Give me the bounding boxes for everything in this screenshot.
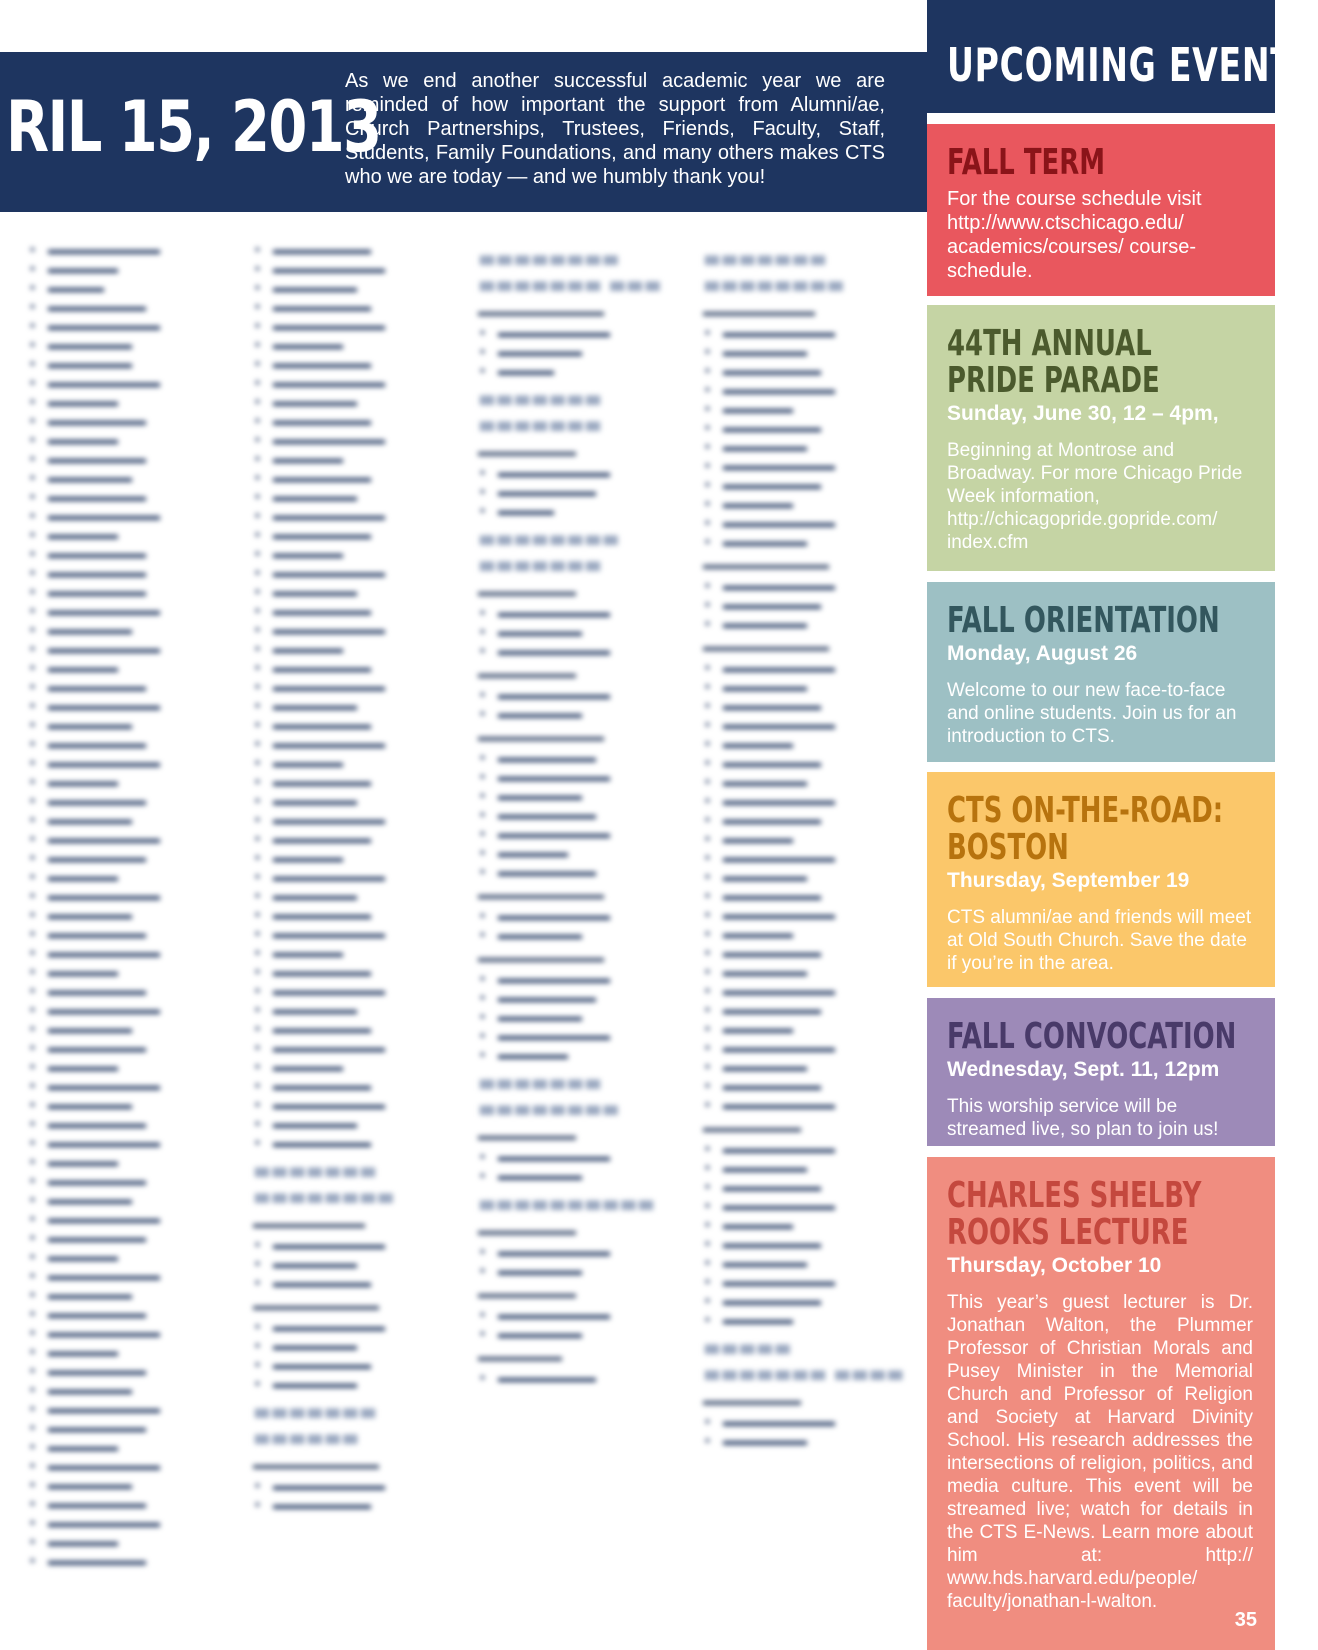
banner-text: As we end another successful academic year we are reminded of how important the support from Alumni/ae, Church Partnerships, Trustees, Friends, Faculty, Staff, Students, Family Foundations, and many others makes CTS who we are today — and we humbly thank you! xyxy=(345,70,885,188)
event-fall-term xyxy=(927,124,1275,296)
page-number: 35 xyxy=(1234,1609,1257,1631)
event-title: FALL CONVOCATION xyxy=(947,1016,1237,1057)
donor-column-4: ▬▬▬▬▬▬▬ ▬▬▬▬▬▬▬▬ ▬▬▬▬▬▬▬▬ • ▬▬▬▬▬▬▬▬ • ▬▬▬▬▬▬ • ▬▬▬▬▬▬▬ • ▬▬▬▬▬▬▬▬ • ▬▬▬▬▬ • ▬▬▬▬▬▬▬ • ▬▬▬▬▬▬ • ▬▬▬▬▬▬▬▬ • ▬▬▬▬▬▬▬ • ▬▬▬▬▬ • ▬▬▬▬▬▬▬▬ • ▬▬▬▬▬▬ ▬▬▬▬▬▬▬▬▬ • ▬▬▬▬▬▬▬▬ • ▬▬▬▬▬▬▬ • ▬▬▬▬▬▬ ▬▬▬▬▬▬▬▬▬ • ▬▬▬▬▬▬▬▬ • ▬▬▬▬▬▬ • ▬▬▬▬▬▬▬ • ▬▬▬▬▬▬▬▬ • ▬▬▬▬▬ • ▬▬▬▬▬▬▬ • ▬▬▬▬▬▬ • ▬▬▬▬▬▬▬▬ • ▬▬▬▬▬▬▬ • ▬▬▬▬▬ • ▬▬▬▬▬▬▬▬ • ▬▬▬▬▬▬ • ▬▬▬▬▬▬▬ • ▬▬▬▬▬▬▬▬ • ▬▬▬▬▬ • ▬▬▬▬▬▬▬ • ▬▬▬▬▬▬ • ▬▬▬▬▬▬▬▬ • ▬▬▬▬▬▬▬ • ▬▬▬▬▬ • ▬▬▬▬▬▬▬▬ • ▬▬▬▬▬▬ • ▬▬▬▬▬▬▬ • ▬▬▬▬▬▬▬▬ ▬▬▬▬▬▬▬ • ▬▬▬▬▬▬▬▬ • ▬▬▬▬▬▬ • ▬▬▬▬▬▬▬ • ▬▬▬▬▬▬▬▬ • ▬▬▬▬▬ • ▬▬▬▬▬▬▬ • ▬▬▬▬▬▬ • ▬▬▬▬▬▬▬▬ • ▬▬▬▬▬▬▬ • ▬▬▬▬▬ ▬▬▬▬▬ ▬▬▬▬▬▬▬ ▬▬▬▬ ▬▬▬▬▬▬▬ • ▬▬▬▬▬▬▬▬ • ▬▬▬▬▬▬ xyxy=(703,240,911,1450)
banner-date: RIL 15, 2013 xyxy=(6,86,381,168)
donor-list: • ▬▬▬▬▬▬▬ xyxy=(478,1368,686,1387)
event-title: CTS ON-THE-ROAD: BOSTON xyxy=(947,790,1224,868)
donor-list: • ▬▬▬▬▬▬▬▬ • ▬▬▬▬▬▬ • ▬▬▬▬▬▬▬▬ xyxy=(478,603,686,660)
donor-list: • ▬▬▬▬▬▬▬▬ • ▬▬▬▬▬▬ xyxy=(478,1305,686,1343)
donor-column-3: ▬▬▬▬▬▬▬▬ ▬▬▬▬▬▬▬ ▬▬▬ ▬▬▬▬▬▬▬▬▬ • ▬▬▬▬▬▬▬▬ • ▬▬▬▬▬▬ • ▬▬▬▬ ▬▬▬▬▬▬▬ ▬▬▬▬▬▬▬ ▬▬▬▬▬▬▬ • ▬▬▬▬▬▬▬▬ • ▬▬▬▬▬▬▬ • ▬▬▬▬ ▬▬▬▬▬▬▬▬ ▬▬▬▬▬▬▬ ▬▬▬▬▬▬▬ • ▬▬▬▬▬▬▬▬ • ▬▬▬▬▬▬ • ▬▬▬▬▬▬▬▬ ▬▬▬▬▬▬▬ • ▬▬▬▬▬▬▬▬ • ▬▬▬▬▬▬ ▬▬▬▬▬▬▬▬▬ • ▬▬▬▬▬▬▬ • ▬▬▬▬▬▬▬▬ • ▬▬▬▬▬▬ • ▬▬▬▬▬▬▬ • ▬▬▬▬▬▬▬▬ • ▬▬▬▬▬ • ▬▬▬▬▬▬▬ ▬▬▬▬▬▬▬▬▬ • ▬▬▬▬▬▬▬▬ • ▬▬▬▬▬▬ ▬▬▬▬▬▬▬▬▬ • ▬▬▬▬▬▬▬▬ • ▬▬▬▬▬▬▬ • ▬▬▬▬▬▬ • ▬▬▬▬▬▬▬▬ • ▬▬▬▬▬ ▬▬▬▬▬▬▬ ▬▬▬▬▬▬▬▬ ▬▬▬▬▬▬▬ • ▬▬▬▬▬▬▬▬ • ▬▬▬▬▬▬ ▬▬▬▬▬▬▬▬▬▬ ▬▬▬▬▬▬▬ • ▬▬▬▬▬▬▬▬ • ▬▬▬▬▬▬ ▬▬▬▬▬▬▬ • ▬▬▬▬▬▬▬▬ • ▬▬▬▬▬▬ ▬▬▬▬▬▬ • ▬▬▬▬▬▬▬ xyxy=(478,240,686,1387)
event-date: Monday, August 26 xyxy=(947,642,1138,665)
upcoming-events-sidebar xyxy=(927,0,1318,1650)
event-title: CHARLES SHELBY ROOKS LECTURE xyxy=(947,1175,1202,1253)
event-pride-parade xyxy=(927,305,1275,571)
donor-list: • ▬▬▬▬▬▬▬▬ • ▬▬▬▬▬▬ xyxy=(703,1412,911,1450)
donor-list: • ▬▬▬▬▬▬▬▬ • ▬▬▬▬▬▬ • ▬▬▬▬▬▬▬ • ▬▬▬▬▬▬ xyxy=(253,1317,461,1393)
donor-list: • ▬▬▬▬▬▬▬▬ • ▬▬▬▬▬▬ xyxy=(478,685,686,723)
event-date: Thursday, October 10 xyxy=(947,1254,1162,1277)
donor-column-2: • ▬▬▬▬▬▬▬ • ▬▬▬▬▬▬▬▬ • ▬▬▬▬▬▬ • ▬▬▬▬▬▬▬ • ▬▬▬▬▬▬▬▬ • ▬▬▬▬▬ • ▬▬▬▬▬▬▬ • ▬▬▬▬▬▬▬▬ • ▬▬▬▬▬▬ • ▬▬▬▬▬▬▬ • ▬▬▬▬▬▬▬▬ • ▬▬▬▬▬ • ▬▬▬▬▬▬▬ • ▬▬▬▬▬▬ • ▬▬▬▬▬▬▬▬ • ▬▬▬▬▬▬▬ • ▬▬▬▬▬ • ▬▬▬▬▬▬▬▬ • ▬▬▬▬▬▬ • ▬▬▬▬▬▬▬ • ▬▬▬▬▬▬▬▬ • ▬▬▬▬▬ • ▬▬▬▬▬▬▬ • ▬▬▬▬▬▬▬▬ • ▬▬▬▬▬▬ • ▬▬▬▬▬▬▬ • ▬▬▬▬▬▬▬▬ • ▬▬▬▬▬ • ▬▬▬▬▬▬▬ • ▬▬▬▬▬▬ • ▬▬▬▬▬▬▬▬ • ▬▬▬▬▬▬▬ • ▬▬▬▬▬ • ▬▬▬▬▬▬▬▬ • ▬▬▬▬▬▬ • ▬▬▬▬▬▬▬ • ▬▬▬▬▬▬▬▬ • ▬▬▬▬▬ • ▬▬▬▬▬▬▬ • ▬▬▬▬▬▬▬▬ • ▬▬▬▬▬▬ • ▬▬▬▬▬▬▬ • ▬▬▬▬▬▬▬▬ • ▬▬▬▬▬ • ▬▬▬▬▬▬▬ • ▬▬▬▬▬▬▬▬ • ▬▬▬▬▬▬ • ▬▬▬▬▬▬▬ ▬▬▬▬▬▬▬ ▬▬▬▬▬▬▬▬ ▬▬▬▬▬▬▬▬ • ▬▬▬▬▬▬▬▬ • ▬▬▬▬▬▬ • ▬▬▬▬▬▬▬ ▬▬▬▬▬▬▬▬▬ • ▬▬▬▬▬▬▬▬ • ▬▬▬▬▬▬ • ▬▬▬▬▬▬▬ • ▬▬▬▬▬▬ ▬▬▬▬▬▬▬ ▬▬▬▬▬▬ ▬▬▬▬▬▬▬▬▬ • ▬▬▬▬▬▬▬▬ • ▬▬▬▬▬▬▬ xyxy=(253,240,461,1514)
event-date: Wednesday, Sept. 11, 12pm xyxy=(947,1058,1220,1081)
event-fall-orientation xyxy=(927,582,1275,762)
donor-list: • ▬▬▬▬▬▬▬▬ • ▬▬▬▬▬▬▬ • ▬▬▬▬ xyxy=(478,463,686,520)
donor-list: • ▬▬▬▬▬▬▬▬ • ▬▬▬▬▬▬ xyxy=(478,906,686,944)
event-date: Sunday, June 30, 12 – 4pm, xyxy=(947,402,1219,425)
sidebar-title: UPCOMING EVENTS xyxy=(947,38,1318,92)
donor-list: • ▬▬▬▬▬▬▬▬ • ▬▬▬▬▬▬ xyxy=(478,1147,686,1185)
event-title: 44TH ANNUAL PRIDE PARADE xyxy=(947,323,1160,401)
event-description: CTS alumni/ae and friends will meet at Old South Church. Save the date if you’re in the area. xyxy=(947,907,1252,974)
event-cts-on-the-road xyxy=(927,772,1275,987)
event-description: This year’s guest lecturer is Dr. Jonathan Walton, the Plummer Professor of Christian Morals and Pusey Minister in the Memorial Church and Professor of Religion and Society at Harvard Divinity School. His research addresses the intersections of religion, politics, and media culture. This event will be streamed live; watch for details in the CTS E-News. Learn more about him at: http:// www.hds.harvard.edu/people/ faculty/jonathan-l-walton. xyxy=(947,1292,1253,1612)
donor-list: • ▬▬▬▬▬▬▬▬ • ▬▬▬▬▬▬▬ xyxy=(253,1476,461,1514)
donor-list: • ▬▬▬▬▬▬▬▬ • ▬▬▬▬▬▬ xyxy=(478,1242,686,1280)
donor-list: • ▬▬▬▬▬▬▬▬ • ▬▬▬▬▬▬ • ▬▬▬▬▬▬▬ xyxy=(253,1235,461,1292)
donor-list: • ▬▬▬▬▬▬▬▬ • ▬▬▬▬▬▬▬ • ▬▬▬▬▬▬ • ▬▬▬▬▬▬▬▬ • ▬▬▬▬▬ xyxy=(478,969,686,1064)
event-rooks-lecture xyxy=(927,1157,1275,1650)
event-description: Beginning at Montrose and Broadway. For more Chicago Pride Week information, http://chicagopride.gopride.com/ index.cfm xyxy=(947,440,1243,553)
donor-list: • ▬▬▬▬▬▬▬▬ • ▬▬▬▬▬▬ • ▬▬▬▬▬▬▬ • ▬▬▬▬▬▬▬▬ • ▬▬▬▬▬ • ▬▬▬▬▬▬▬ • ▬▬▬▬▬▬ • ▬▬▬▬▬▬▬▬ • ▬▬▬▬▬▬▬ • ▬▬▬▬▬ xyxy=(703,1139,911,1329)
donor-list: • ▬▬▬▬▬▬▬▬ • ▬▬▬▬▬▬ • ▬▬▬▬▬▬▬ • ▬▬▬▬▬▬▬▬ • ▬▬▬▬▬ • ▬▬▬▬▬▬▬ • ▬▬▬▬▬▬ • ▬▬▬▬▬▬▬▬ • ▬▬▬▬▬▬▬ • ▬▬▬▬▬ • ▬▬▬▬▬▬▬▬ • ▬▬▬▬▬▬ • ▬▬▬▬▬▬▬ • ▬▬▬▬▬▬▬▬ • ▬▬▬▬▬ • ▬▬▬▬▬▬▬ • ▬▬▬▬▬▬ • ▬▬▬▬▬▬▬▬ • ▬▬▬▬▬▬▬ • ▬▬▬▬▬ • ▬▬▬▬▬▬▬▬ • ▬▬▬▬▬▬ • ▬▬▬▬▬▬▬ • ▬▬▬▬▬▬▬▬ xyxy=(703,658,911,1114)
event-date: Thursday, September 19 xyxy=(947,869,1190,892)
event-title: FALL TERM xyxy=(947,142,1105,183)
event-description: This worship service will be streamed live, so plan to join us! xyxy=(947,1096,1219,1140)
donor-list: • ▬▬▬▬▬▬▬▬ • ▬▬▬▬▬▬ • ▬▬▬▬ xyxy=(478,323,686,380)
event-description: Welcome to our new face-to-face and online students. Join us for an introduction to CTS. xyxy=(947,680,1237,747)
event-fall-convocation xyxy=(927,998,1275,1146)
sidebar-header xyxy=(927,0,1318,113)
donor-list: • ▬▬▬▬▬▬▬ • ▬▬▬▬▬▬▬▬ • ▬▬▬▬▬▬ • ▬▬▬▬▬▬▬ • ▬▬▬▬▬▬▬▬ • ▬▬▬▬▬ • ▬▬▬▬▬▬▬ • ▬▬▬▬▬▬▬▬ • ▬▬▬▬▬▬ • ▬▬▬▬▬▬▬ • ▬▬▬▬▬▬▬▬ • ▬▬▬▬▬ • ▬▬▬▬▬▬▬ • ▬▬▬▬▬▬ • ▬▬▬▬▬▬▬▬ • ▬▬▬▬▬▬▬ • ▬▬▬▬▬ • ▬▬▬▬▬▬▬▬ • ▬▬▬▬▬▬ • ▬▬▬▬▬▬▬ • ▬▬▬▬▬▬▬▬ • ▬▬▬▬▬ • ▬▬▬▬▬▬▬ • ▬▬▬▬▬▬▬▬ • ▬▬▬▬▬▬ • ▬▬▬▬▬▬▬ • ▬▬▬▬▬▬▬▬ • ▬▬▬▬▬ • ▬▬▬▬▬▬▬ • ▬▬▬▬▬▬ • ▬▬▬▬▬▬▬▬ • ▬▬▬▬▬▬▬ • ▬▬▬▬▬ • ▬▬▬▬▬▬▬▬ • ▬▬▬▬▬▬ • ▬▬▬▬▬▬▬ • ▬▬▬▬▬▬▬▬ • ▬▬▬▬▬ • ▬▬▬▬▬▬▬ • ▬▬▬▬▬▬▬▬ • ▬▬▬▬▬▬ • ▬▬▬▬▬▬▬ • ▬▬▬▬▬▬▬▬ • ▬▬▬▬▬ • ▬▬▬▬▬▬▬ • ▬▬▬▬▬▬▬▬ • ▬▬▬▬▬▬ • ▬▬▬▬▬▬▬ xyxy=(253,240,461,1152)
donor-list: • ▬▬▬▬▬▬▬ • ▬▬▬▬▬▬▬▬ • ▬▬▬▬▬▬ • ▬▬▬▬▬▬▬ • ▬▬▬▬▬▬▬▬ • ▬▬▬▬▬ • ▬▬▬▬▬▬▬ xyxy=(478,748,686,881)
event-title: FALL ORIENTATION xyxy=(947,600,1220,641)
donor-list: • ▬▬▬▬▬▬▬▬ • ▬▬▬▬▬▬ • ▬▬▬▬▬▬▬ • ▬▬▬▬▬▬▬▬ • ▬▬▬▬▬ • ▬▬▬▬▬▬▬ • ▬▬▬▬▬▬ • ▬▬▬▬▬▬▬▬ • ▬▬▬▬▬▬▬ • ▬▬▬▬▬ • ▬▬▬▬▬▬▬▬ • ▬▬▬▬▬▬ xyxy=(703,323,911,551)
donor-list: • ▬▬▬▬▬▬▬▬ • ▬▬▬▬▬ • ▬▬▬▬ • ▬▬▬▬▬▬▬ • ▬▬▬▬▬▬▬▬ • ▬▬▬▬▬▬ • ▬▬▬▬▬▬ • ▬▬▬▬▬▬▬▬ • ▬▬▬▬▬ • ▬▬▬▬▬▬▬ • ▬▬▬▬▬ • ▬▬▬▬▬▬▬ • ▬▬▬▬▬▬ • ▬▬▬▬▬▬▬ • ▬▬▬▬▬▬▬▬ • ▬▬▬▬▬ • ▬▬▬▬▬▬▬ • ▬▬▬▬▬▬▬ • ▬▬▬▬▬▬▬ • ▬▬▬▬▬▬▬▬ • ▬▬▬▬▬▬ • ▬▬▬▬▬▬▬▬ • ▬▬▬▬▬ • ▬▬▬▬▬▬▬ • ▬▬▬▬▬▬▬▬ • ▬▬▬▬▬▬ • ▬▬▬▬▬▬▬ • ▬▬▬▬▬▬▬▬ • ▬▬▬▬▬ • ▬▬▬▬▬▬▬ • ▬▬▬▬▬▬ • ▬▬▬▬▬▬▬▬ • ▬▬▬▬▬▬▬ • ▬▬▬▬▬ • ▬▬▬▬▬▬▬▬ • ▬▬▬▬▬▬ • ▬▬▬▬▬▬▬ • ▬▬▬▬▬▬▬▬ • ▬▬▬▬▬ • ▬▬▬▬▬▬▬ • ▬▬▬▬▬▬▬▬ • ▬▬▬▬▬▬ • ▬▬▬▬▬▬▬ • ▬▬▬▬▬ • ▬▬▬▬▬▬▬▬ • ▬▬▬▬▬▬ • ▬▬▬▬▬▬▬ • ▬▬▬▬▬▬▬▬ • ▬▬▬▬▬ • ▬▬▬▬▬▬▬ • ▬▬▬▬▬▬ • ▬▬▬▬▬▬▬▬ • ▬▬▬▬▬▬▬ • ▬▬▬▬▬ • ▬▬▬▬▬▬▬▬ • ▬▬▬▬▬▬ • ▬▬▬▬▬▬▬ • ▬▬▬▬▬▬▬▬ • ▬▬▬▬▬ • ▬▬▬▬▬▬▬ • ▬▬▬▬▬▬ • ▬▬▬▬▬▬▬▬ • ▬▬▬▬▬▬▬ • ▬▬▬▬▬ • ▬▬▬▬▬▬▬▬ • ▬▬▬▬▬▬ • ▬▬▬▬▬▬▬ • ▬▬▬▬▬▬▬▬ • ▬▬▬▬▬ • ▬▬▬▬▬▬▬ xyxy=(28,240,236,1570)
event-description: For the course schedule visit http://www.ctschicago.edu/ academics/courses/ course-schedule. xyxy=(947,188,1202,282)
donor-list: • ▬▬▬▬▬▬▬▬ • ▬▬▬▬▬▬▬ • ▬▬▬▬▬▬ xyxy=(703,576,911,633)
donor-column-1 xyxy=(28,240,236,1570)
